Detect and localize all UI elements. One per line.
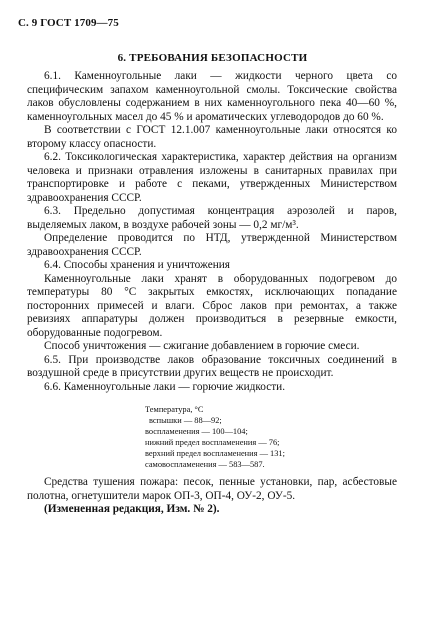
revision-note: (Измененная редакция, Изм. № 2). (44, 503, 220, 515)
paragraph-6-4: 6.4. Способы хранения и уничтожения (44, 259, 230, 271)
temperature-upper-limit: верхний предел воспламенения — 131; (145, 449, 285, 458)
paragraph-hazard-class: В соответствии с ГОСТ 12.1.007 каменноугольные лаки относятся ко второму классу опасности. (27, 124, 397, 150)
temperature-lower-limit: нижний предел воспламенения — 76; (145, 438, 280, 447)
paragraph-storage: Каменноугольные лаки хранят в оборудованных подогревом до температуры 80 °С закрытых емкостях, исключающих попадание посторонних примесей и влаги. Сброс лаков при ремонтах, а также ревизиях аппаратуры должен производиться в резервные емкости, оборудованные подогревом. (27, 272, 397, 339)
paragraph-6-1: 6.1. Каменноугольные лаки — жидкости черного цвета со специфическим запахом каменноугольной смолы. Токсические свойства лаков обусловлены содержанием в них каменноугольного пека 40—60 %, каменноугольных масел до 45 % и ароматических углеводородов до 60 %. (27, 70, 397, 123)
page-header: С. 9 ГОСТ 1709—75 (18, 17, 119, 29)
temperature-title: Температура, °С (145, 405, 204, 414)
paragraph-6-3: 6.3. Предельно допустимая концентрация аэрозолей и паров, выделяемых лаком, в воздухе рабочей зоны — 0,2 мг/м³. (27, 205, 397, 231)
paragraph-disposal: Способ уничтожения — сжигание добавлением в горючие смеси. (44, 340, 360, 352)
closing-text (27, 476, 397, 517)
paragraph-6-6: 6.6. Каменноугольные лаки — горючие жидкости. (44, 380, 286, 393)
section-title: 6. ТРЕБОВАНИЯ БЕЗОПАСНОСТИ (117, 52, 308, 64)
temperature-ignition: воспламенения — 100—104; (145, 427, 248, 436)
temperature-autoignition: самовоспламенения — 583—587. (145, 460, 265, 469)
paragraph-measurement: Определение проводится по НТД, утвержденной Министерством здравоохранения СССР. (27, 232, 397, 258)
body-text (27, 70, 397, 394)
paragraph-6-2: 6.2. Токсикологическая характеристика, характер действия на организм человека и признаки отравления изложены в санитарных правилах при транспортировке и работе с пеками, утвержденных Министерством здравоохранения СССР. (27, 151, 397, 204)
paragraph-extinguishing: Средства тушения пожара: песок, пенные установки, пар, асбестовые полотна, огнетушители марок ОП-3, ОП-4, ОУ-2, ОУ-5. (27, 476, 397, 502)
temperature-flash: вспышки — 88—92; (149, 416, 222, 425)
temperature-list (145, 404, 285, 470)
paragraph-6-5: 6.5. При производстве лаков образование токсичных соединений в воздушной среде в присутствии других веществ не происходит. (27, 353, 397, 379)
